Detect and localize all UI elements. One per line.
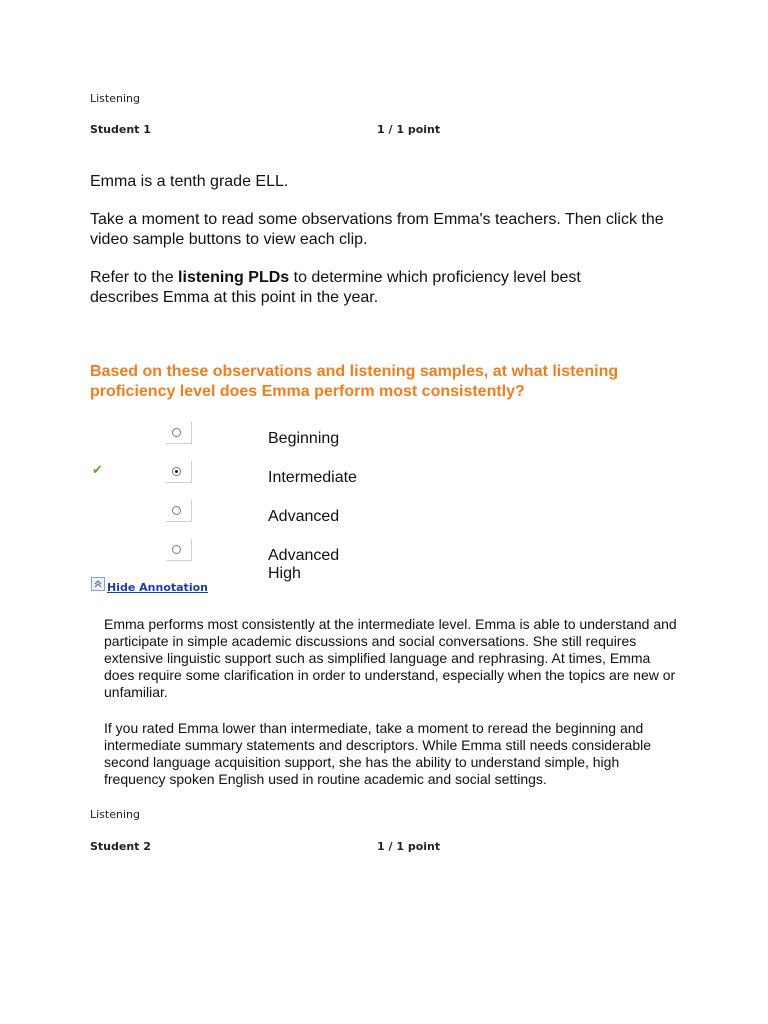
radio-circle-icon: [172, 428, 181, 437]
option-label-advanced: Advanced: [268, 508, 340, 525]
section-heading: Listening: [90, 92, 140, 105]
intro-line-1: Emma is a tenth grade ELL.: [90, 173, 289, 190]
collapse-chevron-icon[interactable]: [91, 577, 105, 591]
radio-circle-icon: [172, 506, 181, 515]
radio-advanced-high[interactable]: [166, 539, 192, 561]
option-label-beginning: Beginning: [268, 430, 340, 447]
student-label: Student 1: [90, 123, 151, 136]
score-label: 1 / 1 point: [377, 840, 441, 853]
radio-intermediate[interactable]: [166, 461, 192, 483]
annotation-paragraph-2: If you rated Emma lower than intermediate, take a moment to reread the beginning and intermediate summary statements and descriptors. While Emma still needs considerable second language acquisition support, she has the ability to understand simple, high frequency spoken English used in routine academic and social settings.: [104, 720, 652, 787]
section-heading: Listening: [90, 808, 140, 821]
option-label-intermediate: Intermediate: [268, 469, 357, 486]
radio-beginning[interactable]: [166, 422, 192, 444]
score-label: 1 / 1 point: [377, 123, 441, 136]
plds-reference: listening PLDs: [178, 269, 290, 286]
intro-line-2: Take a moment to read some observations from Emma's teachers. Then click the video sample buttons to view each clip.: [90, 211, 664, 248]
student-label: Student 2: [90, 840, 151, 853]
question-text: Based on these observations and listening samples, at what listening proficiency level does Emma perform most consistently?: [90, 363, 619, 400]
hide-annotation-link[interactable]: Hide Annotation: [107, 581, 208, 594]
radio-advanced[interactable]: [166, 500, 192, 522]
correct-check-icon: ✔: [92, 462, 103, 477]
radio-circle-icon: [172, 545, 181, 554]
intro-line-3-suffix: to determine which proficiency level best describes Emma at this point in the year.: [90, 269, 581, 306]
intro-line-3-prefix: Refer to the: [90, 269, 179, 286]
annotation-paragraph-1: Emma performs most consistently at the intermediate level. Emma is able to understand and participate in simple academic discussions and social conversations. She still requires extensive linguistic support such as simplified language and rephrasing. At times, Emma does require some clarification in order to understand, especially when the topics are new or unfamiliar.: [104, 616, 677, 700]
option-label-advanced-high: Advanced High: [268, 547, 340, 582]
intro-line-3: [90, 268, 650, 308]
radio-circle-selected-icon: [172, 467, 181, 476]
